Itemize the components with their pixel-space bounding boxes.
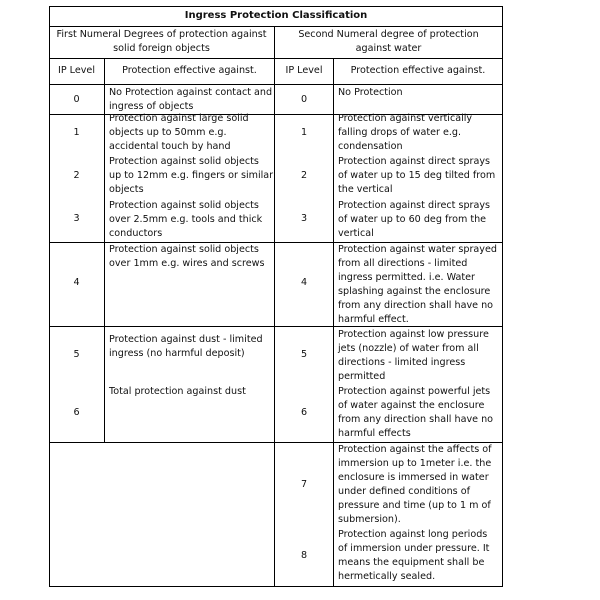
protection-text: conductors — [109, 228, 163, 239]
protection-text: harmful effect. — [338, 314, 409, 325]
protection-text: Protection against large solid — [109, 113, 249, 124]
water-heading-line-1: Second Numeral degree of protection — [298, 29, 479, 40]
protection-text: ingress (no harmful deposit) — [109, 348, 245, 359]
ip-level: 3 — [300, 213, 308, 224]
protection-text: falling drops of water e.g. — [338, 127, 462, 138]
protection-text: Protection against low pressure — [338, 329, 489, 340]
protection-text: Protection against direct sprays — [338, 200, 491, 211]
rule-center — [274, 26, 275, 587]
protection-text: splashing against the enclosure — [338, 286, 491, 297]
protection-text: objects up to 50mm e.g. — [109, 127, 227, 138]
protection-text: submersion). — [338, 514, 401, 525]
protection-text: from all directions - limited — [338, 258, 468, 269]
rule-level-water — [333, 58, 334, 587]
protection-text: Total protection against dust — [109, 386, 246, 397]
ip-level: 0 — [73, 94, 80, 105]
protection-text: Protection against direct sprays — [338, 156, 491, 167]
protection-text: under defined conditions of — [338, 486, 470, 497]
protection-text: Protection against water sprayed — [338, 244, 497, 255]
protection-text: of water up to 15 deg tilted from — [338, 170, 496, 181]
table-title: Ingress Protection Classification — [184, 10, 368, 21]
protection-text: up to 12mm e.g. fingers or similar — [109, 170, 274, 181]
protection-text: permitted — [338, 371, 386, 382]
protection-text: Protection against solid objects — [109, 200, 259, 211]
protection-text: objects — [109, 184, 144, 195]
protection-text: directions - limited ingress — [338, 357, 466, 368]
rule-bottom — [49, 586, 503, 587]
protection-text: immersion up to 1meter i.e. the — [338, 458, 492, 469]
protection-text: from any direction shall have no — [338, 300, 494, 311]
ip-level: 5 — [73, 349, 80, 360]
rule-heading — [49, 58, 503, 59]
protection-text: of water against the enclosure — [338, 400, 485, 411]
protection-text: ingress permitted. i.e. Water — [338, 272, 475, 283]
solids-col-ip-level: IP Level — [58, 65, 95, 76]
protection-text: over 2.5mm e.g. tools and thick — [109, 214, 263, 225]
rule-right — [502, 6, 503, 587]
ip-level: 2 — [300, 170, 308, 181]
ip-level: 0 — [300, 94, 308, 105]
ip-level: 5 — [300, 349, 308, 360]
protection-text: Protection against solid objects — [109, 244, 259, 255]
protection-text: jets (nozzle) of water from all — [338, 343, 479, 354]
protection-text: accidental touch by hand — [109, 141, 231, 152]
protection-text: No Protection against contact and — [109, 87, 273, 98]
ip-level: 4 — [300, 277, 308, 288]
ip-level: 1 — [73, 127, 80, 138]
protection-text: pressure and time (up to 1 m of — [338, 500, 491, 511]
protection-text: Protection against the affects of — [338, 444, 492, 455]
protection-text: No Protection — [338, 87, 403, 98]
rule-row4 — [49, 326, 503, 327]
protection-text: Protection against long periods — [338, 529, 488, 540]
ip-level: 8 — [300, 550, 308, 561]
rule-top — [49, 6, 503, 7]
rule-colhead — [49, 84, 503, 85]
protection-text: over 1mm e.g. wires and screws — [109, 258, 265, 269]
protection-text: Protection against solid objects — [109, 156, 259, 167]
protection-text: Protection against powerful jets — [338, 386, 491, 397]
protection-text: Protection against dust - limited — [109, 334, 263, 345]
protection-text: of immersion under pressure. It — [338, 543, 490, 554]
water-heading-line-2: against water — [355, 43, 422, 54]
protection-text: ingress of objects — [109, 101, 194, 112]
protection-text: enclosure is immersed in water — [338, 472, 489, 483]
ip-level: 4 — [73, 277, 80, 288]
ip-level: 6 — [300, 407, 308, 418]
rule-title — [49, 26, 503, 27]
ip-level: 1 — [300, 127, 308, 138]
ip-level: 6 — [73, 407, 80, 418]
solids-heading-line-1: First Numeral Degrees of protection against — [56, 29, 267, 40]
protection-text: of water up to 60 deg from the — [338, 214, 487, 225]
water-col-protection: Protection effective against. — [350, 65, 486, 76]
protection-text: harmful effects — [338, 428, 411, 439]
protection-text: condensation — [338, 141, 403, 152]
ip-level: 3 — [73, 213, 80, 224]
ip-level: 2 — [73, 170, 80, 181]
protection-text: vertical — [338, 228, 374, 239]
rule-level-solids — [104, 58, 105, 443]
ip-level: 7 — [300, 479, 308, 490]
solids-col-protection: Protection effective against. — [122, 65, 257, 76]
solids-heading-line-2: solid foreign objects — [113, 43, 210, 54]
protection-text: the vertical — [338, 184, 393, 195]
water-col-ip-level: IP Level — [285, 65, 323, 76]
ip-classification-table — [49, 6, 503, 588]
protection-text: means the equipment shall be — [338, 557, 485, 568]
protection-text: from any direction shall have no — [338, 414, 494, 425]
protection-text: Protection against vertically — [338, 113, 473, 124]
protection-text: hermetically sealed. — [338, 571, 436, 582]
